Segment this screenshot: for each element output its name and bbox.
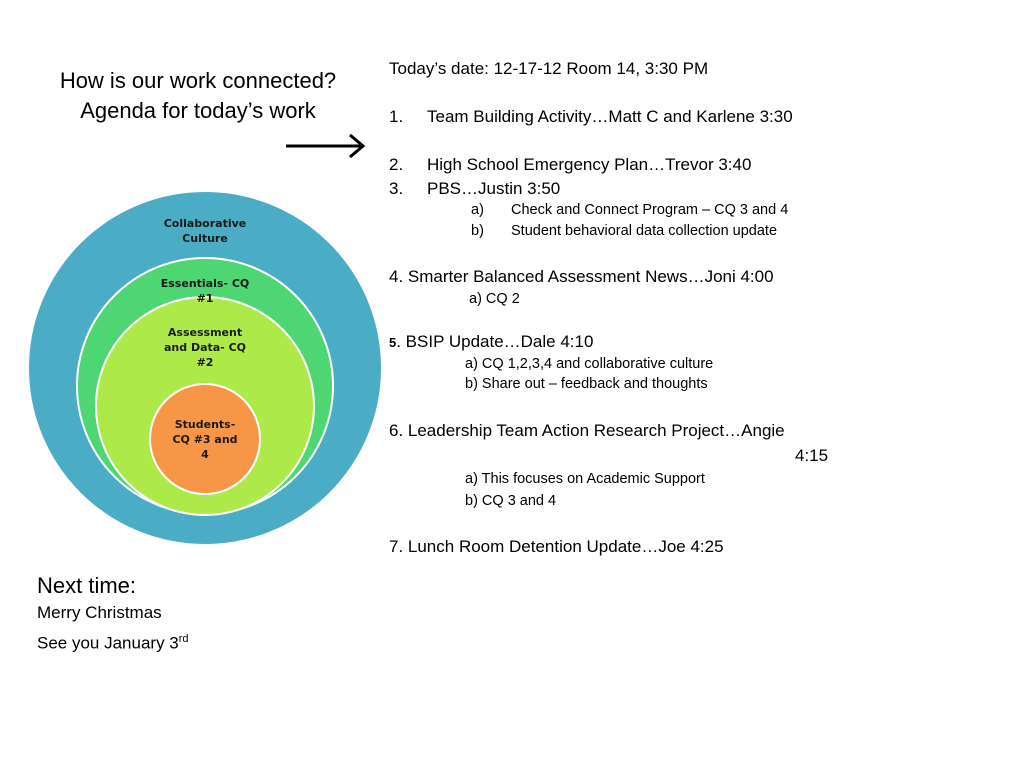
agenda-heading bbox=[20, 66, 376, 126]
agenda-item-3a: a) Check and Connect Program – CQ 3 and 4 bbox=[471, 202, 789, 218]
agenda-item-5b: b) Share out – feedback and thoughts bbox=[465, 376, 708, 392]
agenda-item-6-time: 4:15 bbox=[795, 446, 829, 465]
agenda-item-3: 3. PBS…Justin 3:50 bbox=[389, 179, 561, 198]
date-line: Today’s date: 12-17-12 Room 14, 3:30 PM bbox=[389, 59, 709, 78]
agenda-item-4: 4. Smarter Balanced Assessment News…Joni 4:00 bbox=[389, 267, 774, 286]
ring2-label: Essentials- CQ #1 bbox=[160, 277, 250, 305]
ring3-label: Assessment and Data- CQ #2 bbox=[163, 326, 246, 369]
next-time-line-1: Merry Christmas bbox=[37, 603, 162, 622]
core-label: Students- CQ #3 and 4 bbox=[172, 418, 238, 461]
agenda-item-5: 5. BSIP Update…Dale 4:10 bbox=[389, 332, 594, 351]
agenda-item-3b: b) Student behavioral data collection update bbox=[471, 223, 778, 239]
next-time-section bbox=[37, 572, 189, 657]
next-time-title: Next time: bbox=[37, 573, 137, 598]
agenda-item-6b: b) CQ 3 and 4 bbox=[465, 493, 557, 509]
heading-line-1: How is our work connected? bbox=[59, 68, 337, 93]
outer-circle-label: Collaborative Culture bbox=[163, 217, 247, 245]
concentric-circles-diagram bbox=[26, 189, 384, 547]
agenda-item-4a: a) CQ 2 bbox=[469, 291, 520, 307]
heading-line-2: Agenda for today’s work bbox=[80, 98, 316, 123]
right-arrow-icon bbox=[284, 130, 368, 162]
agenda-item-2: 2. High School Emergency Plan…Trevor 3:40 bbox=[389, 155, 752, 174]
next-time-line-2: See you January 3rd bbox=[37, 633, 189, 653]
agenda-item-6: 6. Leadership Team Action Research Project…Angie bbox=[389, 421, 785, 440]
agenda-item-5a: a) CQ 1,2,3,4 and collaborative culture bbox=[465, 356, 714, 372]
agenda-item-7: 7. Lunch Room Detention Update…Joe 4:25 bbox=[389, 537, 724, 556]
agenda-item-1: 1. Team Building Activity…Matt C and Karlene 3:30 bbox=[389, 107, 793, 126]
agenda-item-6a: a) This focuses on Academic Support bbox=[465, 471, 705, 487]
